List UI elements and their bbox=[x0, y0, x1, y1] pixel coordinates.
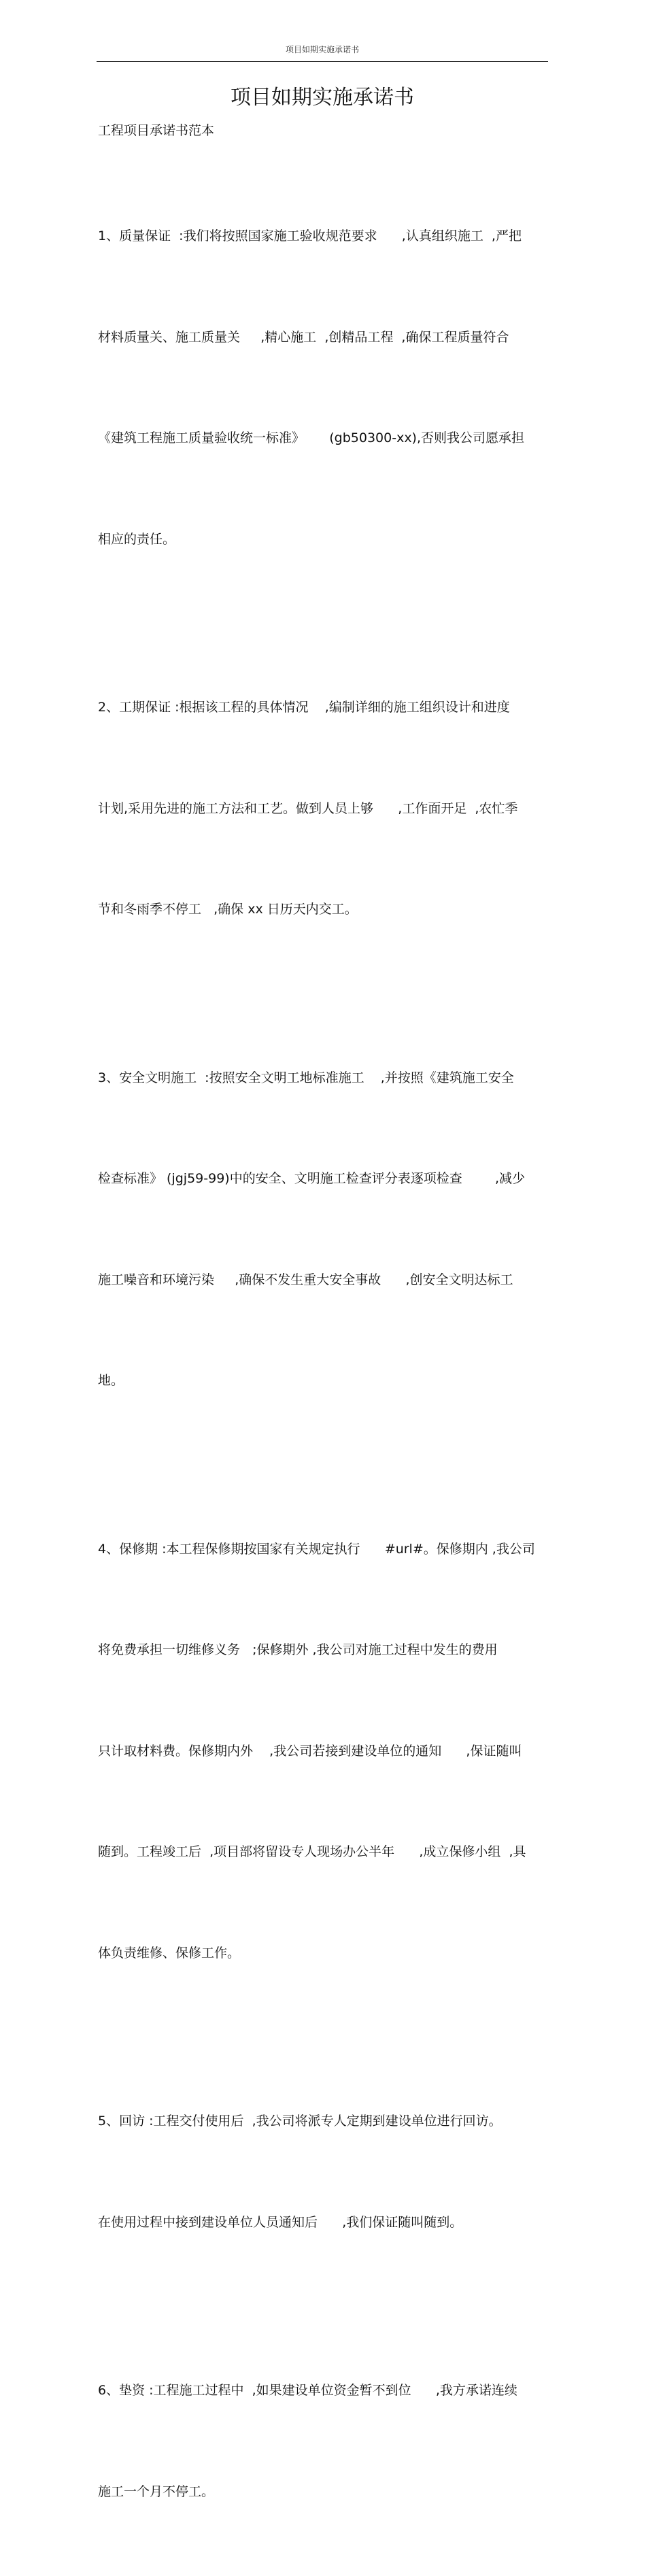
text-line: 检查标准》 (jgj59-99)中的安全、文明施工检查评分表逐项检查 ,减少 bbox=[98, 1171, 526, 1186]
document-subtitle: 工程项目承诺书范本 bbox=[98, 123, 215, 138]
clause-warranty bbox=[98, 1465, 549, 2038]
text-line: 5、回访 :工程交付使用后 ,我公司将派专人定期到建设单位进行回访。 bbox=[98, 2114, 502, 2129]
document-title: 项目如期实施承诺书 bbox=[231, 86, 414, 109]
text-line: 节和冬雨季不停工 ,确保 xx 日历天内交工。 bbox=[98, 902, 358, 917]
text-line: 在使用过程中接到建设单位人员通知后 ,我们保证随叫随到。 bbox=[98, 2214, 463, 2230]
clause-follow-up bbox=[98, 2037, 549, 2307]
text-line: 将免费承担一切维修义务 ;保修期外 ,我公司对施工过程中发生的费用 bbox=[98, 1642, 498, 1657]
text-line: 材料质量关、施工质量关 ,精心施工 ,创精品工程 ,确保工程质量符合 bbox=[98, 329, 509, 345]
text-line: 相应的责任。 bbox=[98, 531, 176, 547]
clause-safety bbox=[98, 994, 549, 1465]
text-line: 3、安全文明施工 :按照安全文明工地标准施工 ,并按照《建筑施工安全 bbox=[98, 1070, 514, 1085]
text-line: 2、工期保证 :根据该工程的具体情况 ,编制详细的施工组织设计和进度 bbox=[98, 700, 510, 715]
clause-quality bbox=[98, 152, 549, 624]
text-line: 地。 bbox=[98, 1373, 124, 1388]
text-line: 计划,采用先进的施工方法和工艺。做到人员上够 ,工作面开足 ,农忙季 bbox=[98, 800, 518, 816]
clause-advance-funding bbox=[98, 2307, 549, 2576]
clause-schedule bbox=[98, 624, 549, 994]
text-line: 只计取材料费。保修期内外 ,我公司若接到建设单位的通知 ,保证随叫 bbox=[98, 1743, 522, 1759]
text-line: 施工噪音和环境污染 ,确保不发生重大安全事故 ,创安全文明达标工 bbox=[98, 1272, 513, 1287]
header-divider bbox=[97, 61, 548, 62]
text-line: 体负责维修、保修工作。 bbox=[98, 1945, 241, 1961]
text-line: 随到。工程竣工后 ,项目部将留设专人现场办公半年 ,成立保修小组 ,具 bbox=[98, 1844, 526, 1859]
text-line: 6、垫资 :工程施工过程中 ,如果建设单位资金暂不到位 ,我方承诺连续 bbox=[98, 2383, 517, 2398]
running-header: 项目如期实施承诺书 bbox=[285, 45, 359, 54]
text-line: 1、质量保证 :我们将按照国家施工验收规范要求 ,认真组织施工 ,严把 bbox=[98, 228, 522, 243]
text-line: 施工一个月不停工。 bbox=[98, 2484, 215, 2499]
text-line: 4、保修期 :本工程保修期按国家有关规定执行 #url#。保修期内 ,我公司 bbox=[98, 1541, 535, 1557]
text-line: 《建筑工程施工质量验收统一标准》 (gb50300-xx),否则我公司愿承担 bbox=[98, 430, 525, 445]
document-body bbox=[98, 152, 549, 2576]
